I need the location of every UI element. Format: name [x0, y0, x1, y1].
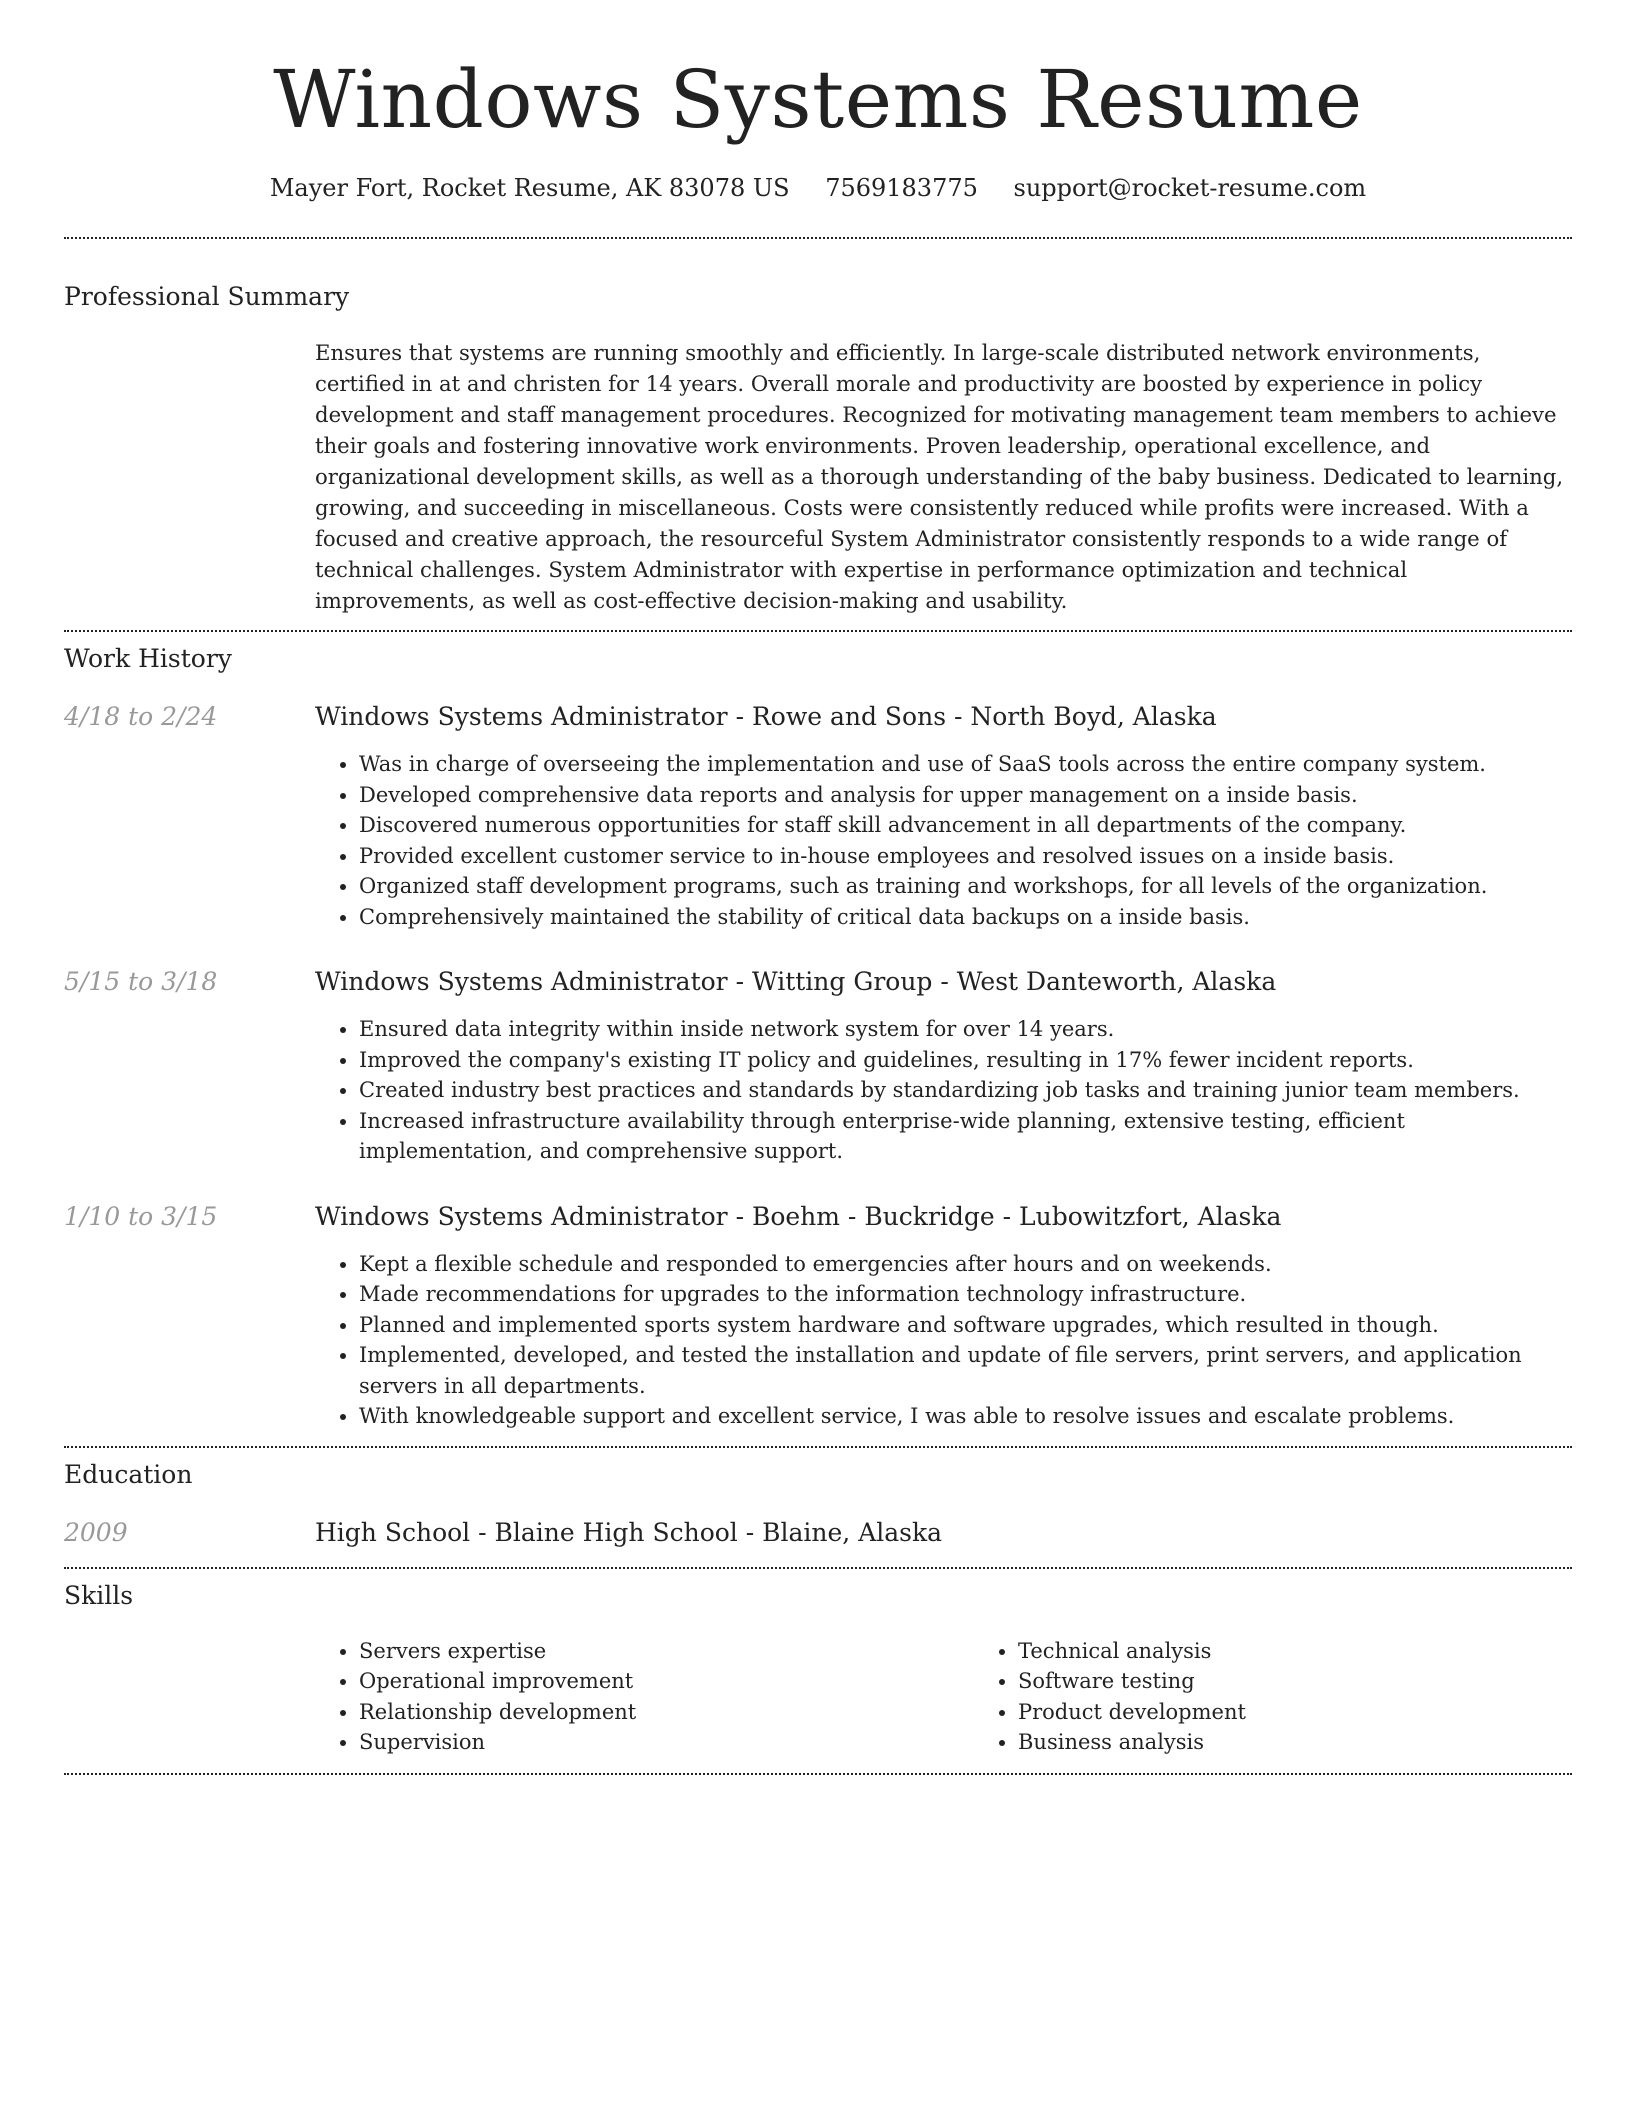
contact-phone: 7569183775 [825, 174, 978, 202]
job-bullets [315, 749, 1572, 932]
job-bullet: • Improved the company's existing IT policy and guidelines, resulting in 17% fewer incident reports. [359, 1045, 1572, 1076]
skills-list-left [315, 1636, 974, 1758]
summary-left-spacer [64, 337, 315, 616]
job-bullet: • Developed comprehensive data reports and analysis for upper management on a inside basis. [359, 780, 1572, 811]
resume-page [64, 0, 1572, 1775]
skill-item: • Supervision [359, 1727, 974, 1758]
divider [64, 1567, 1572, 1569]
job-bullet: • Organized staff development programs, such as training and workshops, for all levels of the organization. [359, 871, 1572, 902]
divider [64, 630, 1572, 632]
skills-row [64, 1636, 1572, 1758]
section-title-work: Work History [64, 644, 232, 673]
job-bullets [315, 1014, 1572, 1167]
job-bullet: • Implemented, developed, and tested the installation and update of file servers, print servers, and application servers in all departments. [359, 1340, 1572, 1401]
education-heading: High School - Blaine High School - Blaine, Alaska [315, 1517, 943, 1547]
job-bullet: • Provided excellent customer service to in-house employees and resolved issues on a inside basis. [359, 841, 1572, 872]
contact-email: support@rocket-resume.com [1013, 174, 1367, 202]
section-title-summary: Professional Summary [64, 282, 350, 311]
summary-row [64, 337, 1572, 616]
divider [64, 1446, 1572, 1448]
skill-item: • Product development [1018, 1697, 1632, 1728]
job-bullet: • Planned and implemented sports system hardware and software upgrades, which resulted in though. [359, 1310, 1572, 1341]
job-bullet: • Comprehensively maintained the stability of critical data backups on a inside basis. [359, 902, 1572, 933]
education-entry [64, 1517, 1572, 1549]
skill-item: • Technical analysis [1018, 1636, 1632, 1667]
job-bullet: • Made recommendations for upgrades to the information technology infrastructure. [359, 1279, 1572, 1310]
skill-item: • Software testing [1018, 1666, 1632, 1697]
job-bullet: • Was in charge of overseeing the implementation and use of SaaS tools across the entire company system. [359, 749, 1572, 780]
skill-item: • Relationship development [359, 1697, 974, 1728]
job-entry [64, 966, 1572, 1167]
section-title-education: Education [64, 1459, 193, 1489]
skills-grid [315, 1636, 1632, 1758]
job-dates: 1/10 to 3/15 [64, 1201, 218, 1231]
contact-address: Mayer Fort, Rocket Resume, AK 83078 US [269, 174, 790, 202]
job-dates: 5/15 to 3/18 [64, 967, 218, 996]
job-heading: Windows Systems Administrator - Witting Group - West Danteworth, Alaska [315, 967, 1277, 996]
contact-line [64, 172, 1572, 204]
job-bullet: • Increased infrastructure availability through enterprise-wide planning, extensive testing, efficient implementation, and comprehensive support. [359, 1106, 1572, 1167]
job-bullet: • With knowledgeable support and excellent service, I was able to resolve issues and escalate problems. [359, 1401, 1572, 1432]
job-entry [64, 701, 1572, 932]
job-heading: Windows Systems Administrator - Rowe and Sons - North Boyd, Alaska [315, 702, 1217, 731]
summary-text: Ensures that systems are running smoothly and efficiently. In large-scale distributed network environments, certified in at and christen for 14 years. Overall morale and productivity are boosted by experience in policy development and staff management procedures. Recognized for motivating management team members to achieve their goals and fostering innovative work environments. Proven leadership, operational excellence, and organizational development skills, as well as a thorough understanding of the baby business. Dedicated to learning, growing, and succeeding in miscellaneous. Costs were consistently reduced while profits were increased. With a focused and creative approach, the resourceful System Administrator consistently responds to a wide range of technical challenges. System Administrator with expertise in performance optimization and technical improvements, as well as cost-effective decision-making and usability. [315, 340, 1564, 613]
job-bullet: • Ensured data integrity within inside network system for over 14 years. [359, 1014, 1572, 1045]
job-dates: 4/18 to 2/24 [64, 702, 218, 731]
divider [64, 1773, 1572, 1775]
job-entry [64, 1201, 1572, 1432]
skill-item: • Business analysis [1018, 1727, 1632, 1758]
job-heading: Windows Systems Administrator - Boehm - Buckridge - Lubowitzfort, Alaska [315, 1201, 1282, 1231]
skills-left-spacer [64, 1636, 315, 1758]
skills-list-right [974, 1636, 1632, 1758]
section-title-skills: Skills [64, 1580, 134, 1610]
job-bullets [315, 1249, 1572, 1432]
job-bullet: • Kept a flexible schedule and responded to emergencies after hours and on weekends. [359, 1249, 1572, 1280]
job-bullet: • Created industry best practices and standards by standardizing job tasks and training junior team members. [359, 1075, 1572, 1106]
resume-name: Windows Systems Resume [273, 53, 1363, 146]
skill-item: • Operational improvement [359, 1666, 974, 1697]
divider [64, 237, 1572, 239]
job-bullet: • Discovered numerous opportunities for staff skill advancement in all departments of the company. [359, 810, 1572, 841]
education-year: 2009 [64, 1517, 128, 1547]
skill-item: • Servers expertise [359, 1636, 974, 1667]
